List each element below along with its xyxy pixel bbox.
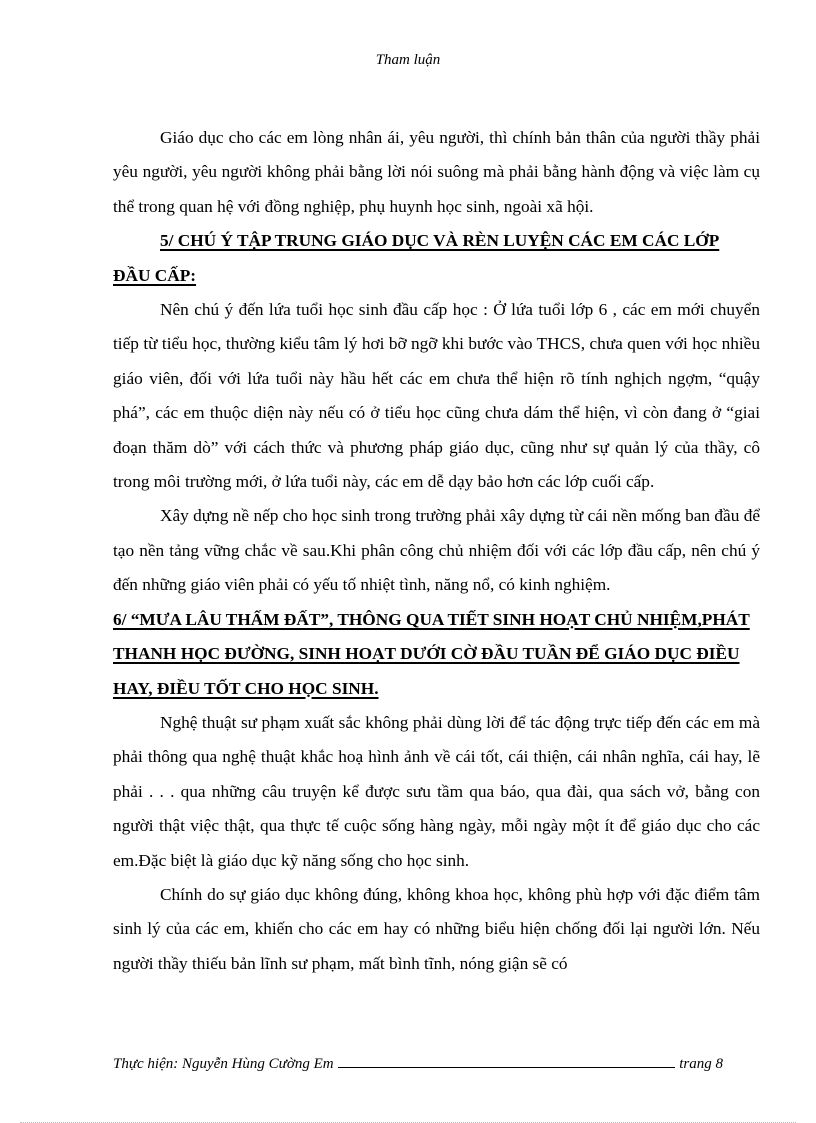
footer-page-number: trang 8 [679, 1056, 723, 1072]
paragraph-compassion: Giáo dục cho các em lòng nhân ái, yêu người, thì chính bản thân của người thầy phải yêu người, yêu người không phải bằng lời nói suông mà phải bằng hành động và việc làm cụ thể trong quan hệ với đồng nghiệp, phụ huynh học sinh, ngoài xã hội. [113, 128, 760, 216]
paragraph-discipline: Xây dựng nề nếp cho học sinh trong trường phải xây dựng từ cái nền mống ban đầu để tạo nền tảng vững chắc về sau.Khi phân công chủ nhiệm đối với các lớp đầu cấp, nên chú ý đến những giáo viên phải có yếu tố nhiệt tình, năng nổ, có kinh nghiệm. [113, 506, 760, 595]
page-header-title: Tham luận [375, 52, 441, 68]
section-heading-5: 5/ CHÚ Ý TẬP TRUNG GIÁO DỤC VÀ RÈN LUYỆN CÁC EM CÁC LỚP ĐẦU CẤP: [113, 231, 720, 285]
footer-author: Thực hiện: Nguyễn Hùng Cường Em [113, 1056, 334, 1072]
section-heading-6: 6/ “MƯA LÂU THẤM ĐẤT”, THÔNG QUA TIẾT SINH HOẠT CHỦ NHIỆM,PHÁT THANH HỌC ĐƯỜNG, SINH HOẠT DƯỚI CỜ ĐẦU TUẦN ĐỂ GIÁO DỤC ĐIỀU HAY, ĐIỀU TỐT CHO HỌC SINH. [113, 609, 750, 698]
paragraph-pedagogy: Nghệ thuật sư phạm xuất sắc không phải dùng lời để tác động trực tiếp đến các em mà phải thông qua nghệ thuật khắc hoạ hình ảnh về cái tốt, cái thiện, cái nhân nghĩa, cái hay, lẽ phải . . . qua những câu truyện kể được sưu tầm qua báo, qua đài, qua sách vở, bằng con người thật việc thật, qua thực tế cuộc sống hàng ngày, mỗi ngày một ít để giáo dục cho các em.Đặc biệt là giáo dục kỹ năng sống cho học sinh. [113, 712, 760, 870]
paragraph-grade-six: Nên chú ý đến lứa tuổi học sinh đầu cấp học : Ở lứa tuổi lớp 6 , các em mới chuyển tiếp từ tiểu học, thường kiểu tâm lý hơi bỡ ngỡ khi bước vào THCS, chưa quen với học nhiều giáo viên, đối với lứa tuổi này hầu hết các em chưa thể hiện rõ tính nghịch ngợm, “quậy phá”, các em thuộc diện này nếu có ở tiểu học cũng chưa dám thể hiện, vì còn đang ở “giai đoạn thăm dò” với cách thức và phương pháp giáo dục, cũng như sự quản lý của thầy, cô trong môi trường mới, ở lứa tuổi này, các em dễ dạy bảo hơn các lớp cuối cấp. [113, 300, 760, 492]
paragraph-behaviour: Chính do sự giáo dục không đúng, không khoa học, không phù hợp với đặc điểm tâm sinh lý của các em, khiến cho các em hay có những biểu hiện chống đối lại người lớn. Nếu người thầy thiếu bản lĩnh sư phạm, mất bình tĩnh, nóng giận sẽ có [113, 884, 760, 973]
page-footer [113, 1055, 723, 1073]
document-body [113, 121, 760, 981]
footer-rule [338, 1055, 676, 1068]
